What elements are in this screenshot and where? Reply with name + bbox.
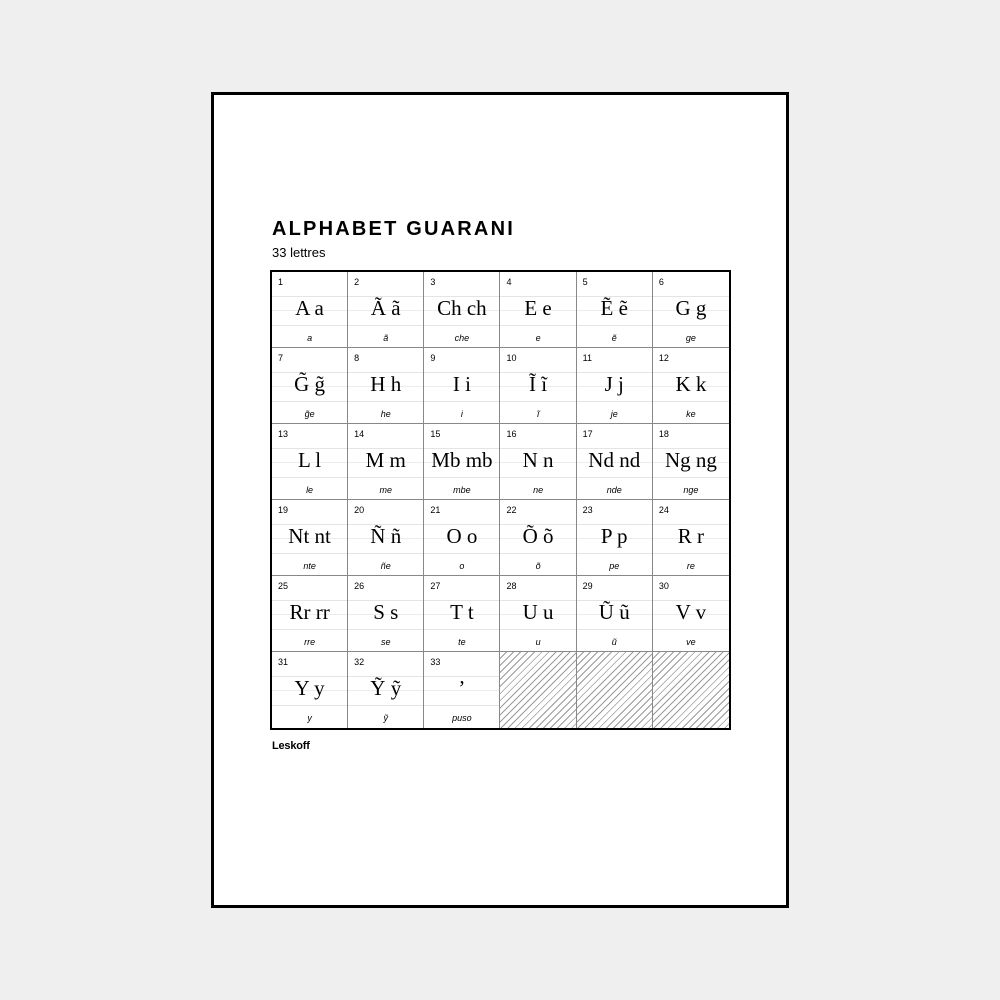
- letter-pronunciation: che: [454, 333, 470, 343]
- letter-cell: [653, 272, 729, 348]
- letter-glyph: E e: [524, 296, 552, 320]
- letter-pronunciation: pe: [609, 561, 620, 571]
- letter-pronunciation: he: [380, 409, 391, 419]
- letter-glyph: L l: [298, 448, 322, 472]
- letter-glyph: A a: [295, 296, 324, 320]
- letter-glyph: N n: [522, 448, 554, 472]
- letter-pronunciation: u: [535, 637, 541, 647]
- letter-number: 4: [506, 277, 512, 287]
- letter-number: 2: [354, 277, 360, 287]
- letter-number: 22: [506, 505, 517, 515]
- letter-glyph: Ng ng: [664, 448, 717, 472]
- letter-glyph: U u: [522, 600, 554, 624]
- letter-pronunciation: ve: [686, 637, 696, 647]
- letter-number: 16: [506, 429, 517, 439]
- poster-title: ALPHABET GUARANI: [272, 218, 515, 240]
- letter-number: 5: [582, 277, 588, 287]
- letter-pronunciation: ñe: [380, 561, 391, 571]
- letter-number: 24: [658, 505, 669, 515]
- letter-cell: [653, 348, 729, 424]
- letter-number: 23: [582, 505, 593, 515]
- letter-glyph: Y y: [294, 676, 325, 700]
- letter-pronunciation: se: [380, 637, 391, 647]
- letter-glyph: I i: [452, 372, 471, 396]
- letter-cell: [577, 272, 653, 348]
- letter-cell: [500, 576, 576, 652]
- letter-glyph: Õ õ: [522, 524, 554, 548]
- letter-cell: [272, 576, 348, 652]
- letter-cell: [348, 500, 424, 576]
- letter-cell: [348, 652, 424, 728]
- letter-glyph: M m: [365, 448, 406, 472]
- letter-cell: [424, 576, 500, 652]
- letter-number: 13: [278, 429, 289, 439]
- letter-number: 25: [278, 581, 289, 591]
- letter-cell: [653, 424, 729, 500]
- letter-number: 15: [430, 429, 441, 439]
- letter-glyph: G̃ g̃: [294, 372, 326, 396]
- letter-number: 10: [506, 353, 517, 363]
- letter-pronunciation: nde: [606, 485, 622, 495]
- letter-cell: [424, 424, 500, 500]
- letter-glyph: H h: [370, 372, 402, 396]
- letter-number: 31: [278, 657, 289, 667]
- letter-number: 27: [430, 581, 441, 591]
- letter-pronunciation: te: [458, 637, 466, 647]
- letter-glyph: K k: [675, 372, 707, 396]
- letter-cell: [500, 348, 576, 424]
- letter-glyph: Ũ ũ: [598, 600, 630, 624]
- letter-glyph: R r: [677, 524, 705, 548]
- letter-pronunciation: ĩ: [537, 409, 540, 419]
- letter-number: 19: [278, 505, 289, 515]
- letter-number: 20: [354, 505, 365, 515]
- letter-glyph: Ch ch: [437, 296, 487, 320]
- letter-pronunciation: o: [459, 561, 465, 571]
- letter-number: 11: [582, 353, 592, 363]
- letter-glyph: J j: [604, 372, 624, 396]
- letter-glyph: T t: [450, 600, 474, 624]
- brand-logo: Leskoff: [272, 740, 310, 752]
- letter-cell: [653, 500, 729, 576]
- letter-glyph: Mb mb: [431, 448, 493, 472]
- letter-pronunciation: je: [610, 409, 618, 419]
- letter-glyph: Nd nd: [588, 448, 641, 472]
- letter-pronunciation: mbe: [453, 485, 471, 495]
- letter-number: 33: [430, 657, 441, 667]
- letter-glyph: Ỹ ỹ: [370, 676, 402, 700]
- letter-number: 30: [658, 581, 669, 591]
- letter-number: 21: [430, 505, 441, 515]
- letter-glyph: G g: [675, 296, 707, 320]
- letter-number: 26: [354, 581, 365, 591]
- letter-cell: [577, 424, 653, 500]
- letter-glyph: Ĩ ĩ: [529, 372, 548, 396]
- letter-number: 7: [278, 353, 284, 363]
- letter-pronunciation: puso: [452, 713, 472, 723]
- letter-cell: [348, 576, 424, 652]
- letter-cell: [424, 272, 500, 348]
- letter-cell: [348, 272, 424, 348]
- letter-pronunciation: me: [379, 485, 392, 495]
- letter-cell: [577, 500, 653, 576]
- letter-pronunciation: ũ: [611, 637, 617, 647]
- letter-glyph: Ã ã: [370, 296, 401, 320]
- letter-glyph: P p: [600, 524, 628, 548]
- letter-cell: [577, 348, 653, 424]
- letter-number: 12: [658, 353, 669, 363]
- letter-pronunciation: nge: [683, 485, 699, 495]
- letter-cell: [653, 576, 729, 652]
- letter-cell: [577, 576, 653, 652]
- letter-pronunciation: y: [307, 713, 312, 723]
- letter-pronunciation: ne: [533, 485, 544, 495]
- letter-glyph: Rr rr: [289, 600, 330, 624]
- letter-number: 28: [506, 581, 517, 591]
- letter-pronunciation: ke: [686, 409, 696, 419]
- letter-cell: [348, 348, 424, 424]
- letter-number: 1: [278, 277, 284, 287]
- letter-glyph: V v: [675, 600, 707, 624]
- letter-number: 17: [582, 429, 593, 439]
- letter-number: 29: [582, 581, 593, 591]
- letter-pronunciation: ỹ: [383, 713, 388, 723]
- letter-cell: [500, 500, 576, 576]
- letter-cell: [272, 652, 348, 728]
- letter-number: 8: [354, 353, 360, 363]
- letter-glyph: Ẽ ẽ: [600, 296, 628, 320]
- letter-pronunciation: e: [535, 333, 541, 343]
- letter-number: 9: [430, 353, 436, 363]
- letter-cell: [272, 424, 348, 500]
- poster: [211, 92, 789, 908]
- letter-pronunciation: õ: [535, 561, 541, 571]
- letter-number: 3: [430, 277, 436, 287]
- letter-glyph: Nt nt: [288, 524, 331, 548]
- letter-pronunciation: g̃e: [304, 409, 315, 419]
- empty-hatched-cell: [653, 652, 729, 728]
- letter-cell: [424, 500, 500, 576]
- letter-pronunciation: ge: [685, 333, 696, 343]
- letter-number: 14: [354, 429, 365, 439]
- letter-cell: [272, 348, 348, 424]
- letter-number: 6: [658, 277, 664, 287]
- empty-hatched-cell: [577, 652, 653, 728]
- alphabet-grid: [270, 270, 731, 730]
- letter-number: 18: [658, 429, 669, 439]
- letter-glyph: Ñ ñ: [370, 524, 402, 548]
- letter-cell: [500, 272, 576, 348]
- letter-cell: [424, 348, 500, 424]
- letter-pronunciation: nte: [303, 561, 316, 571]
- letter-pronunciation: a: [307, 333, 313, 343]
- letter-cell: [272, 500, 348, 576]
- letter-pronunciation: ã: [383, 333, 389, 343]
- letter-pronunciation: rre: [304, 637, 316, 647]
- letter-glyph: O o: [446, 524, 478, 548]
- letter-glyph: ’: [458, 676, 466, 700]
- letter-pronunciation: i: [460, 409, 463, 419]
- letter-pronunciation: re: [686, 561, 695, 571]
- empty-hatched-cell: [500, 652, 576, 728]
- letter-cell: [424, 652, 500, 728]
- letter-pronunciation: ẽ: [611, 333, 617, 343]
- letter-number: 32: [354, 657, 365, 667]
- letter-cell: [272, 272, 348, 348]
- letter-cell: [500, 424, 576, 500]
- letter-cell: [348, 424, 424, 500]
- letter-pronunciation: le: [306, 485, 314, 495]
- letter-glyph: S s: [373, 600, 399, 624]
- poster-subtitle: 33 lettres: [272, 245, 326, 260]
